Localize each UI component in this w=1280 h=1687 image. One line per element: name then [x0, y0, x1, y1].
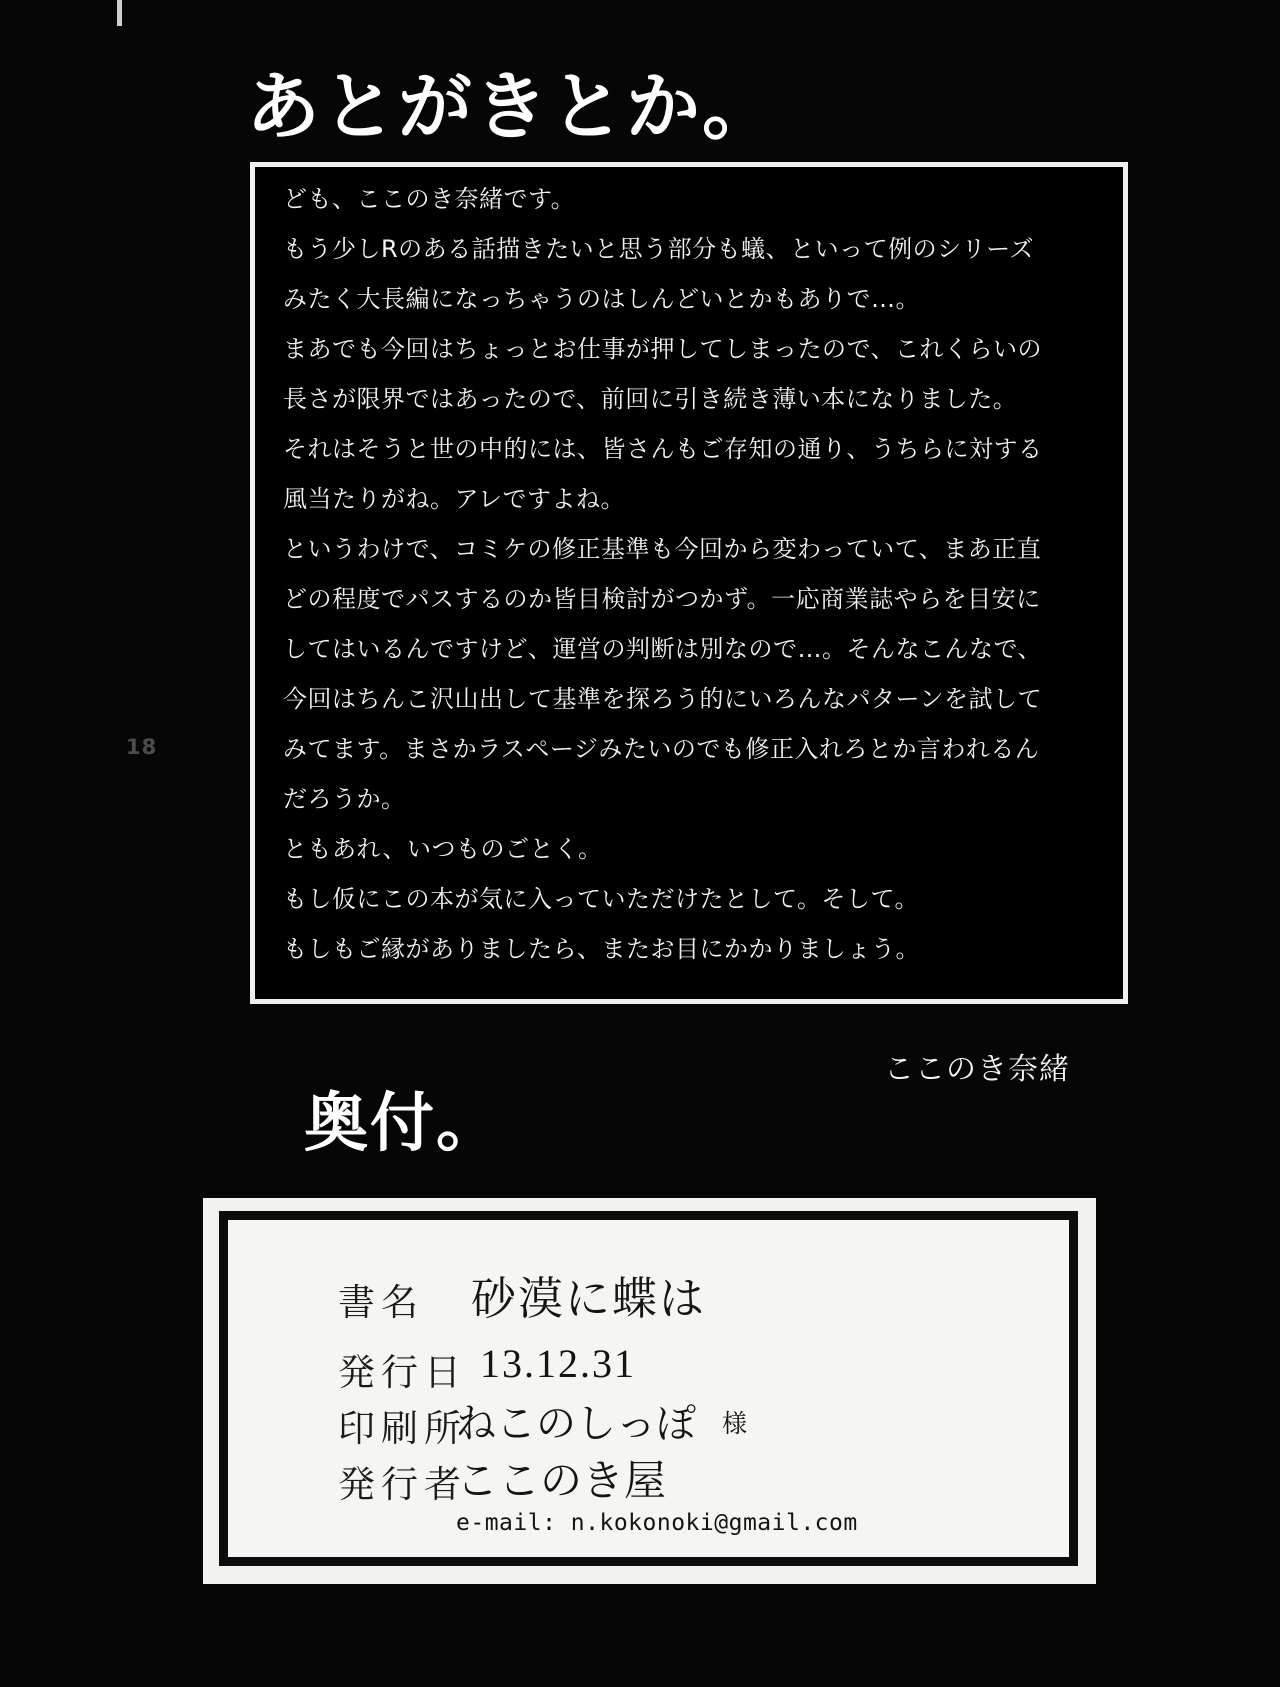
afterword-line: というわけで、コミケの修正基準も今回から変わっていて、まあ正直	[283, 535, 1042, 563]
colophon-box	[203, 1198, 1096, 1584]
afterword-line: それはそうと世の中的には、皆さんもご存知の通り、うちらに対する	[283, 435, 1043, 463]
afterword-line: だろうか。	[283, 785, 406, 813]
afterword-title: あとがきとか。	[246, 64, 778, 150]
colophon-email: e-mail: n.kokonoki@gmail.com	[456, 1510, 858, 1536]
afterword-line: みてます。まさかラスページみたいのでも修正入れろとか言われるん	[283, 735, 1040, 763]
colophon-label-publisher: 発行者	[338, 1465, 467, 1506]
scan-artifact-line	[117, 0, 122, 26]
afterword-line: どの程度でパスするのか皆目検討がつかず。一応商業誌やらを目安に	[283, 585, 1041, 613]
page-number: 18	[126, 735, 158, 759]
afterword-line: もしもご縁がありましたら、またお目にかかりましょう。	[283, 935, 920, 963]
colophon-label-publish-date: 発行日	[338, 1353, 467, 1394]
afterword-line: みたく大長編になっちゃうのはしんどいとかもありで…。	[283, 285, 920, 313]
colophon-frame	[219, 1211, 1078, 1566]
author-signature: ここのき奈緒	[884, 1052, 1070, 1087]
afterword-line: ども、ここのき奈緒です。	[283, 185, 576, 213]
afterword-line: 長さが限界ではあったので、前回に引き続き薄い本になりました。	[283, 385, 1018, 413]
afterword-line: ともあれ、いつものごとく。	[283, 835, 603, 863]
colophon-title: 奥付。	[304, 1087, 502, 1161]
afterword-line: まあでも今回はちょっとお仕事が押してしまったので、これくらいの	[283, 335, 1043, 363]
afterword-line: 今回はちんこ沢山出して基準を探ろう的にいろんなパターンを試して	[283, 685, 1043, 713]
afterword-text-box	[250, 162, 1128, 1004]
afterword-line: もう少しRのある話描きたいと思う部分も蟻、といって例のシリーズ	[283, 235, 1034, 263]
colophon-value-book-title: 砂漠に蝶は	[471, 1274, 707, 1324]
afterword-line: してはいるんですけど、運営の判断は別なので…。そんなこんなで、	[283, 635, 1043, 663]
colophon-value-publisher: ここのき屋	[456, 1459, 667, 1505]
printer-honorific: 様	[722, 1411, 748, 1438]
colophon-label-printer: 印刷所	[338, 1409, 467, 1450]
colophon-value-printer	[456, 1392, 747, 1449]
afterword-line: もし仮にこの本が気に入っていただけたとして。そして。	[283, 885, 920, 913]
colophon-value-publish-date: 13.12.31	[480, 1341, 636, 1386]
printer-name: ねこのしっぽ	[456, 1401, 696, 1446]
afterword-line: 風当たりがね。アレですよね。	[283, 485, 626, 513]
colophon-label-book-title: 書名	[338, 1283, 424, 1324]
